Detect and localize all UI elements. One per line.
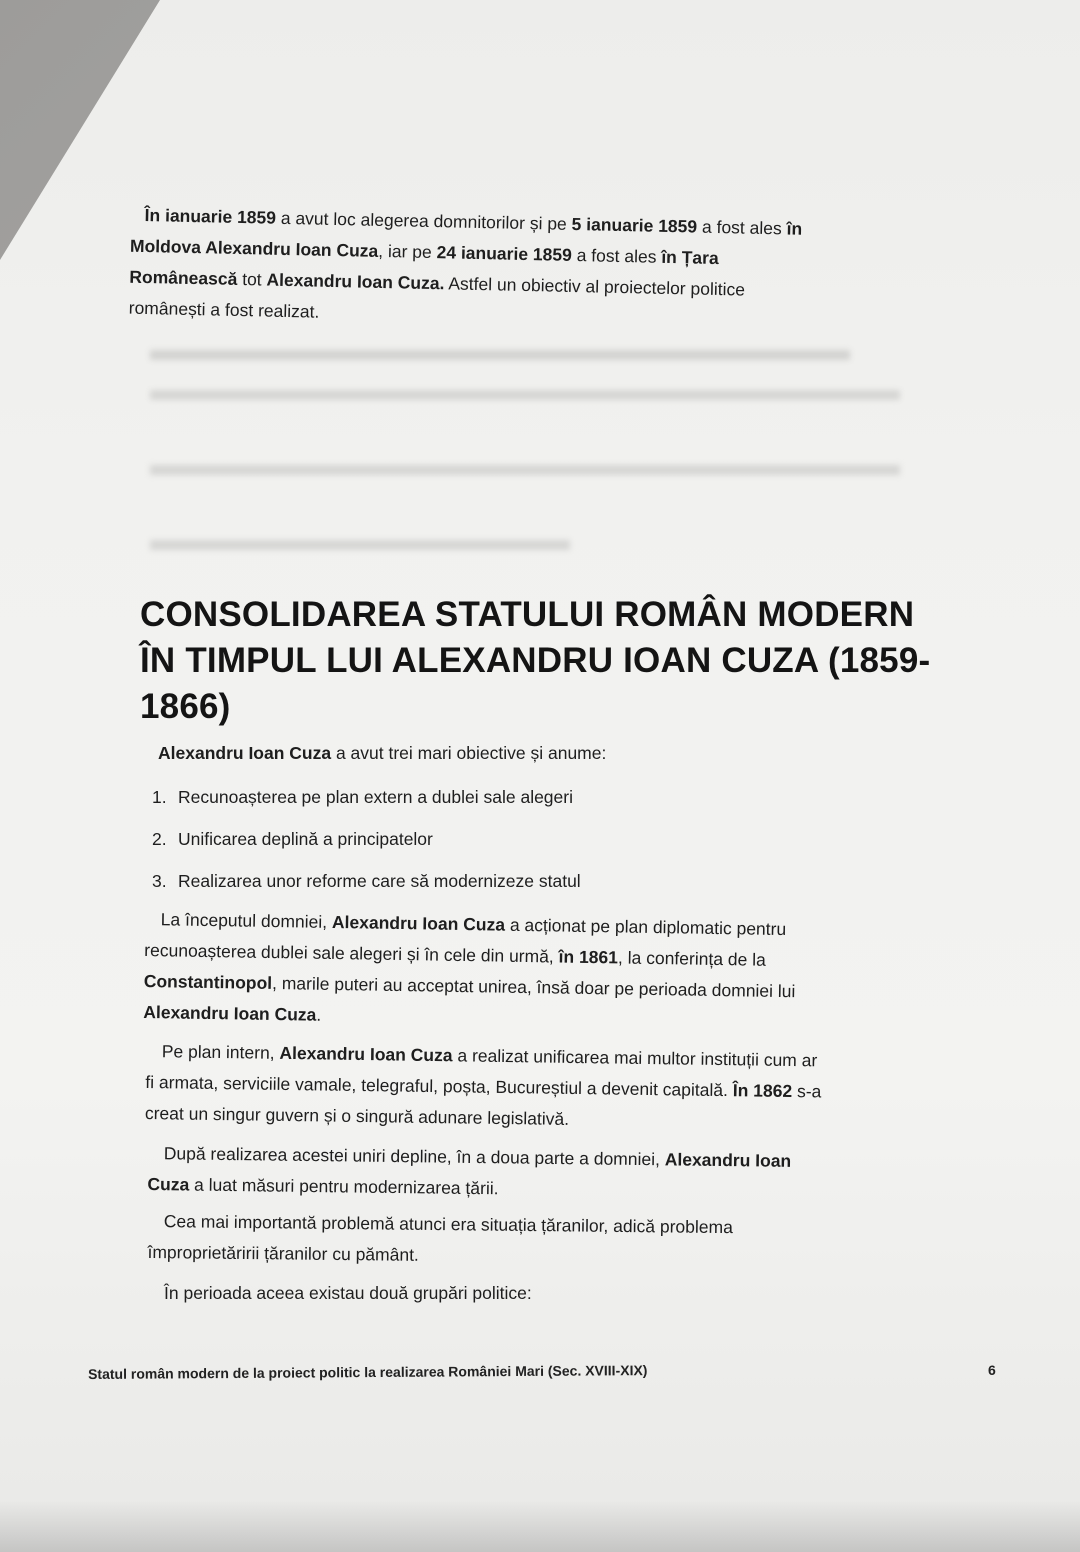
paragraph-diplomacy: La începutul domniei, Alexandru Ioan Cuza a acționat pe plan diplomatic pentru recunoașterea dublei sale alegeri și în cele din urmă, în 1861, la conferința de la Constantinopol, marile puteri au acceptat unirea, însă doar pe perioada domniei lui Alexandru Ioan Cuza.	[143, 909, 796, 1025]
bleed-through-line	[150, 390, 900, 400]
bleed-through-line	[150, 350, 850, 360]
page-bottom-shadow	[0, 1500, 1080, 1552]
bleed-through-line	[150, 465, 900, 475]
objectives-list	[152, 776, 581, 902]
paragraph-modernization: După realizarea acestei uniri depline, în a doua parte a domniei, Alexandru Ioan Cuza a luat măsuri pentru modernizarea țării.	[147, 1143, 792, 1199]
bleed-through-line	[150, 540, 570, 550]
footer-text: Statul român modern de la proiect politic la realizarea României Mari (Sec. XVIII-XIX)	[88, 1362, 648, 1382]
intro-paragraph: În ianuarie 1859 a avut loc alegerea domnitorilor și pe 5 ianuarie 1859 a fost ales în Moldova Alexandru Ioan Cuza, iar pe 24 ianuarie 1859 a fost ales în Țara Românească tot Alexandru Ioan Cuza. Astfel un obiectiv al proiectelor politice românești a fost realizat.	[128, 204, 803, 322]
list-item: 1. Recunoașterea pe plan extern a dublei sale alegeri	[152, 787, 573, 807]
section-title: CONSOLIDAREA STATULUI ROMÂN MODERN ÎN TIMPUL LUI ALEXANDRU IOAN CUZA (1859-1866)	[140, 595, 931, 726]
objectives-intro: Alexandru Ioan Cuza a avut trei mari obiective și anume:	[158, 743, 607, 763]
page-number: 6	[988, 1362, 996, 1378]
paragraph-peasants: Cea mai importantă problemă atunci era situația țăranilor, adică problema împroprietăririi țăranilor cu pământ.	[147, 1211, 733, 1265]
list-item: 3. Realizarea unor reforme care să modernizeze statul	[152, 871, 581, 891]
paragraph-internal: Pe plan intern, Alexandru Ioan Cuza a realizat unificarea mai multor instituții cum ar fi armata, serviciile vamale, telegraful, poșta, Bucureștiul a devenit capitală. În 1862 s-a creat un singur guvern și o singură adunare legislativă.	[144, 1041, 822, 1129]
paragraph-political-groups: În perioada aceea existau două grupări politice:	[164, 1283, 532, 1303]
list-item: 2. Unificarea deplină a principatelor	[152, 829, 433, 849]
